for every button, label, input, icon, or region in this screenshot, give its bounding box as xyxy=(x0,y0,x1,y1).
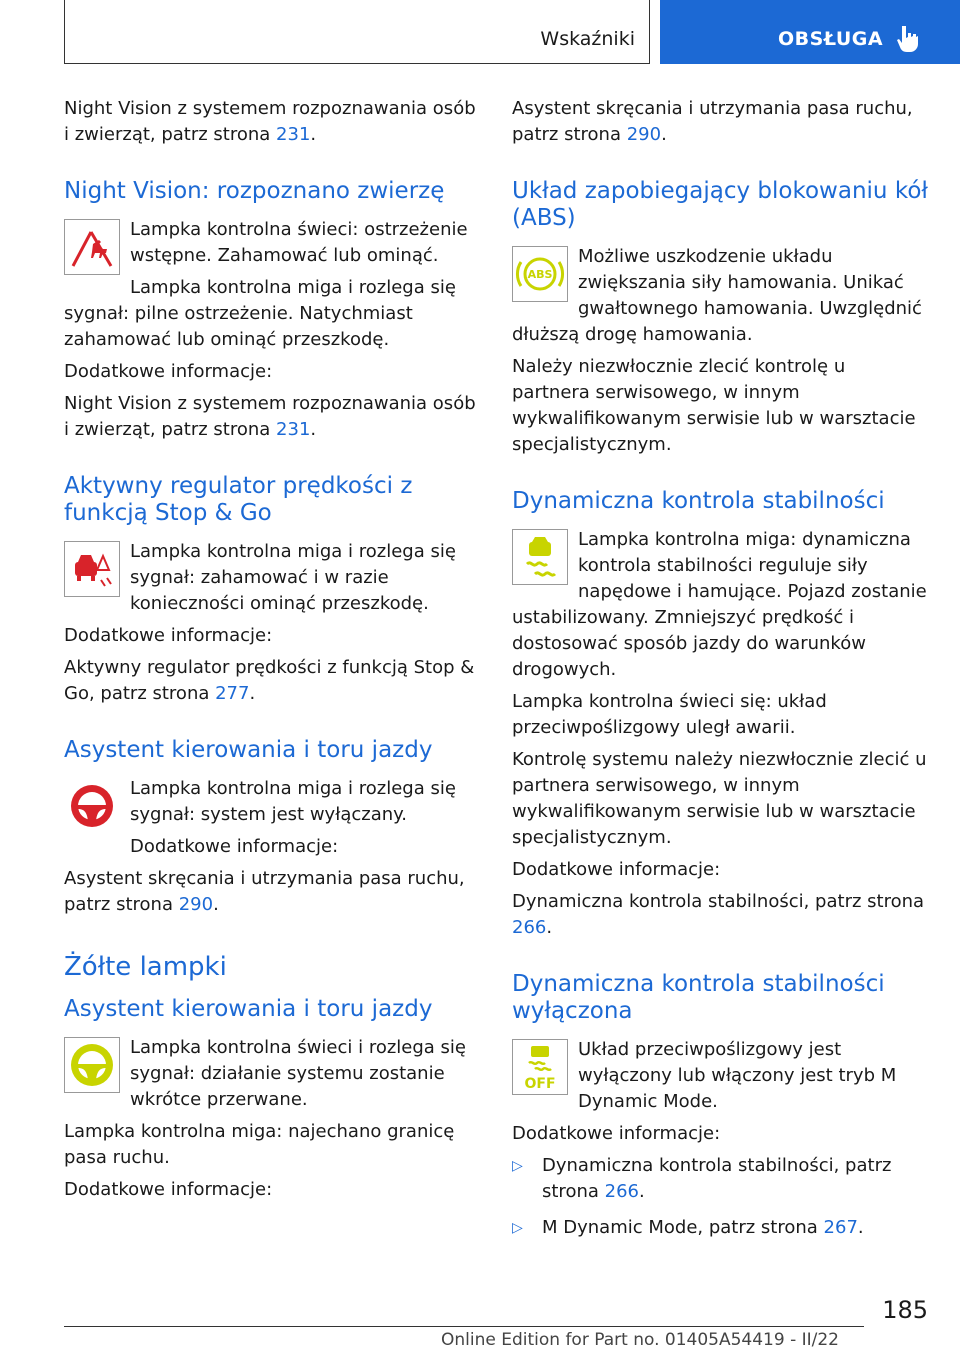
page-link[interactable]: 266 xyxy=(604,1181,639,1202)
bullet-triangle-icon: ▷ xyxy=(512,1220,523,1236)
chapter-label: OBSŁUGA xyxy=(778,28,884,50)
off-icon-text: OFF xyxy=(524,1076,556,1092)
paragraph: Należy niezwłocznie zlecić kontrolę u partnera serwisowego, w innym wykwalifikowanym serwisie lub w warsztacie specjalistycznym. xyxy=(512,356,916,455)
paragraph: Dodatkowe informacje: xyxy=(64,625,273,646)
stability-off-icon xyxy=(512,1039,568,1095)
paragraph: Lampka kontrolna świeci i rozlega się sygnał: działanie systemu zostanie wkrótce przerwane. xyxy=(130,1037,467,1110)
warning-abs xyxy=(512,244,928,354)
page-link[interactable]: 290 xyxy=(178,894,214,915)
section-label: Wskaźniki xyxy=(540,28,635,50)
warning-steering-yellow xyxy=(64,1035,478,1119)
intro-paragraph: Asystent skręcania i utrzymania pasa ruchu, patrz strona 290. xyxy=(512,98,913,145)
right-column xyxy=(512,96,928,1251)
paragraph: Lampka kontrolna miga i rozlega się sygnał: system jest wyłączany. xyxy=(130,778,456,825)
paragraph: Układ przeciwpoślizgowy jest wyłączony lub włączony jest tryb M Dynamic Mode. xyxy=(578,1039,897,1112)
paragraph: Night Vision z systemem rozpoznawania osób i zwierząt, patrz strona 231. xyxy=(64,393,476,440)
list-item: ▷ Dynamiczna kontrola stabilności, patrz strona 266. xyxy=(512,1155,892,1202)
warning-night-vision xyxy=(64,217,478,359)
footer-divider xyxy=(64,1326,864,1327)
paragraph: Lampka kontrolna miga i rozlega się sygnał: zahamować i w razie konieczności ominąć przeszkodę. xyxy=(130,541,456,614)
warning-stability-off xyxy=(512,1037,928,1121)
page-link[interactable]: 266 xyxy=(512,917,547,938)
page-link[interactable]: 231 xyxy=(276,124,311,145)
paragraph: Dodatkowe informacje: xyxy=(64,1179,273,1200)
edition-text: Online Edition for Part no. 01405A54419 - II/22 xyxy=(440,1330,839,1350)
abs-icon xyxy=(512,246,568,302)
hand-pointer-icon xyxy=(894,24,922,54)
section-title-abs: Układ zapobiegający blokowaniu kół (ABS) xyxy=(512,178,928,231)
collision-warning-icon xyxy=(64,541,120,597)
paragraph: Dodatkowe informacje: xyxy=(130,836,339,857)
warning-cruise-control xyxy=(64,539,478,623)
left-column xyxy=(64,96,478,1209)
page-link[interactable]: 290 xyxy=(626,124,662,145)
paragraph: Możliwe uszkodzenie układu zwiększania siły hamowania. Unikać gwałtownego hamowania. Uwzględnić dłuższą drogę hamowania. xyxy=(512,246,922,345)
abs-icon-text: ABS xyxy=(527,268,553,281)
section-title-steering-assist: Asystent kierowania i toru jazdy xyxy=(64,737,433,763)
page-link[interactable]: 231 xyxy=(276,419,311,440)
reference-list xyxy=(512,1153,928,1241)
steering-wheel-red-icon xyxy=(64,778,120,834)
section-title-steering-assist-yellow: Asystent kierowania i toru jazdy xyxy=(64,996,433,1022)
page-link[interactable]: 267 xyxy=(823,1217,858,1238)
header-chapter-tab xyxy=(660,0,960,64)
paragraph: Lampka kontrolna miga i rozlega się sygnał: pilne ostrzeżenie. Natychmiast zahamować lub ominąć przeszkodę. xyxy=(64,277,456,350)
page-number: 185 xyxy=(882,1296,928,1324)
steering-wheel-yellow-icon xyxy=(64,1037,120,1093)
paragraph: Lampka kontrolna miga: najechano granicę pasa ruchu. xyxy=(64,1121,455,1168)
list-item: ▷ M Dynamic Mode, patrz strona 267. xyxy=(512,1215,928,1241)
header-section-tab xyxy=(64,0,650,64)
stability-control-icon xyxy=(512,529,568,585)
section-title-cruise-control: Aktywny regulator prędkości z funkcją Stop & Go xyxy=(64,473,413,526)
bullet-triangle-icon: ▷ xyxy=(512,1158,523,1174)
paragraph: Dodatkowe informacje: xyxy=(512,1123,721,1144)
intro-paragraph: Night Vision z systemem rozpoznawania osób i zwierząt, patrz strona 231. xyxy=(64,98,476,145)
paragraph: Lampka kontrolna świeci się: układ przeciwpoślizgowy uległ awarii. xyxy=(512,691,827,738)
section-title-night-vision: Night Vision: rozpoznano zwierzę xyxy=(64,178,445,204)
paragraph: Kontrolę systemu należy niezwłocznie zlecić u partnera serwisowego, w innym wykwalifikowanym serwisie lub w warsztacie specjalistycznym. xyxy=(512,749,927,848)
section-title-stability: Dynamiczna kontrola stabilności xyxy=(512,488,885,514)
animal-warning-icon xyxy=(64,219,120,275)
paragraph: Dodatkowe informacje: xyxy=(512,859,721,880)
paragraph: Lampka kontrolna świeci: ostrzeżenie wstępne. Zahamować lub ominąć. xyxy=(130,219,468,266)
paragraph: Asystent skręcania i utrzymania pasa ruchu, patrz strona 290. xyxy=(64,868,465,915)
paragraph: Lampka kontrolna miga: dynamiczna kontrola stabilności reguluje siły napędowe i hamujące. Pojazd zostanie ustabilizowany. Zmniejszyć prędkość i dostosować sposób jazdy do warunków drogowych. xyxy=(512,529,927,680)
yellow-lamps-heading: Żółte lampki xyxy=(64,952,227,982)
warning-steering-red xyxy=(64,776,478,866)
page-link[interactable]: 277 xyxy=(215,683,250,704)
paragraph: Dodatkowe informacje: xyxy=(64,361,273,382)
paragraph: Dynamiczna kontrola stabilności, patrz strona 266. xyxy=(512,891,925,938)
section-title-stability-off: Dynamiczna kontrola stabilności wyłączona xyxy=(512,971,885,1024)
paragraph: Aktywny regulator prędkości z funkcją Stop & Go, patrz strona 277. xyxy=(64,657,475,704)
warning-stability xyxy=(512,527,928,689)
